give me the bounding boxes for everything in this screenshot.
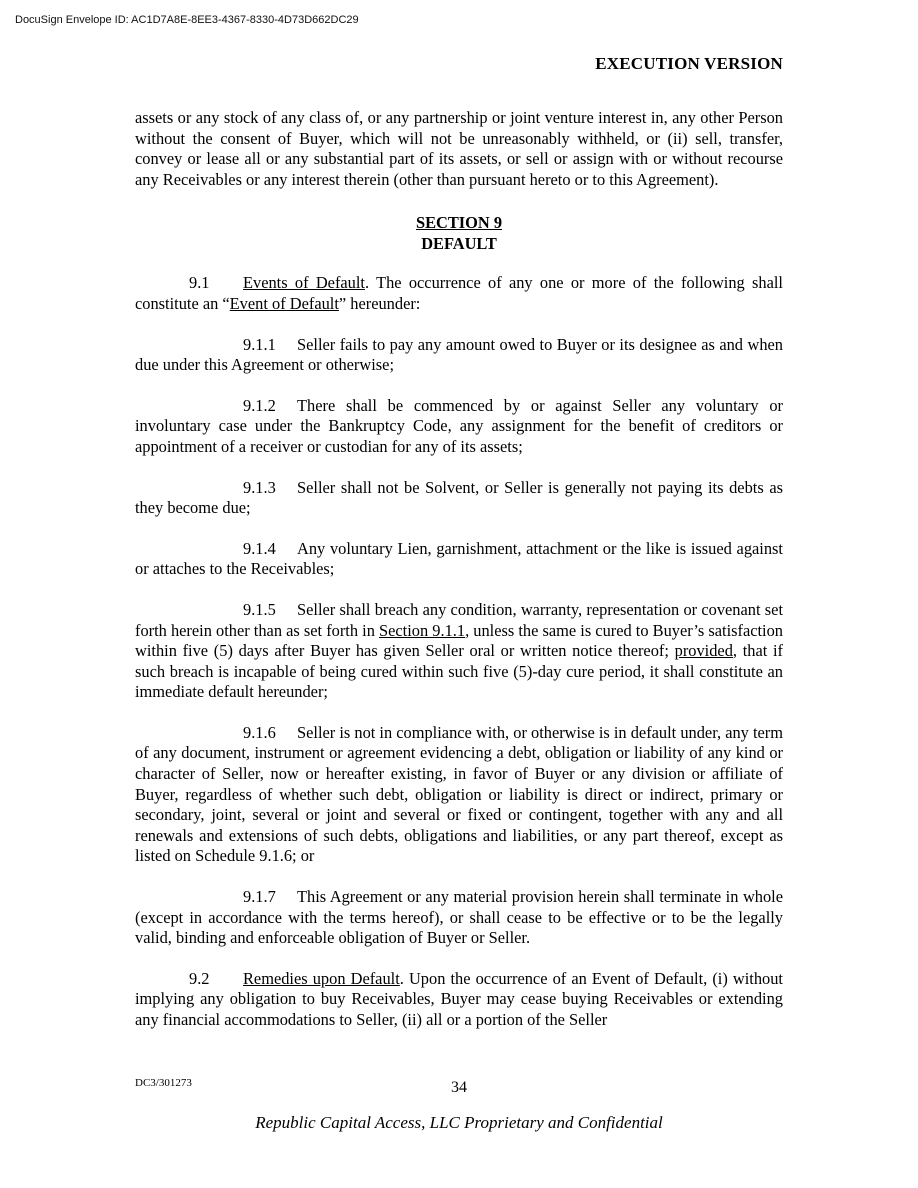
clause-text: ” hereunder: — [338, 293, 421, 313]
clause-number: 9.2 — [189, 968, 210, 988]
clause-9-2 — [135, 969, 783, 1031]
document-id: DC3/301273 — [135, 1077, 192, 1089]
clause-text: Seller is not in compliance with, or otherwise is in default under, any term of any document, instrument or agreement evidencing a debt, obligation or liability of any kind or character of Seller, now or hereafter existing, in favor of Buyer or any division or affiliate of Buyer, regardless of whether such debt, obligation or liability is direct or indirect, primary or secondary, joint, several or joint and several or fixed or contingent, together with any and all renewals and extensions of such debts, obligations and liabilities, or any part thereof, except as listed on Schedule 9.1.6; or — [135, 722, 783, 866]
clause-9-1-4 — [135, 539, 783, 580]
clause-number: 9.1 — [189, 273, 210, 293]
clause-9-1-5 — [135, 600, 783, 703]
clause-number: 9.1.1 — [243, 334, 276, 354]
section-heading — [135, 212, 783, 254]
clause-number: 9.1.6 — [243, 722, 276, 742]
clause-9-1-3 — [135, 478, 783, 519]
section-number: SECTION 9 — [415, 213, 503, 233]
docusign-envelope-id: DocuSign Envelope ID: AC1D7A8E-8EE3-4367-8330-4D73D662DC29 — [15, 14, 359, 26]
clause-9-1-7 — [135, 887, 783, 949]
clause-heading: Remedies upon Default — [243, 968, 400, 988]
confidentiality-footer: Republic Capital Access, LLC Proprietary and Confidential — [255, 1113, 663, 1132]
page-number: 34 — [451, 1079, 467, 1096]
clause-9-1-6 — [135, 723, 783, 867]
proviso-term: provided — [674, 641, 733, 661]
clause-text: Seller shall not be Solvent, or Seller is generally not paying its debts as they become due; — [135, 477, 783, 518]
clause-text: This Agreement or any material provision herein shall terminate in whole (except in accordance with the terms hereof), or shall cease to be effective or to be the legally valid, binding and enforceable obligation of Buyer or Seller. — [135, 887, 783, 948]
clause-number: 9.1.3 — [243, 477, 276, 497]
clause-number: 9.1.4 — [243, 538, 276, 558]
clause-text: , unless the same is cured to Buyer’s satisfaction within five (5) days after Buyer has given Seller oral or written notice thereof; — [135, 620, 784, 661]
clause-9-1-1 — [135, 335, 783, 376]
section-title: DEFAULT — [421, 234, 497, 254]
intro-paragraph: assets or any stock of any class of, or any partnership or joint venture interest in, any other Person without the consent of Buyer, which will not be unreasonably withheld, or (ii) sell, transfer, convey or lease all or any substantial part of its assets, or sell or assign with or without recourse any Receivables or any interest therein (other than pursuant hereto or to this Agreement). — [135, 108, 783, 189]
defined-term: Event of Default — [229, 293, 339, 313]
clause-text: . The occurrence of any one or more of the following shall constitute an “ — [135, 273, 783, 313]
clause-text: , that if such breach is incapable of being cured within such five (5)-day cure period, it shall constitute an immediate default hereunder; — [135, 641, 783, 702]
clause-text: There shall be commenced by or against Seller any voluntary or involuntary case under the Bankruptcy Code, any assignment for the benefit of creditors or appointment of a receiver or custodian for any of its assets; — [135, 395, 783, 456]
clause-text: Seller fails to pay any amount owed to Buyer or its designee as and when due under this Agreement or otherwise; — [135, 334, 783, 375]
execution-version-label: EXECUTION VERSION — [595, 54, 783, 73]
clause-text: Any voluntary Lien, garnishment, attachment or the like is issued against or attaches to the Receivables; — [135, 538, 783, 579]
section-reference: Section 9.1.1 — [379, 620, 466, 640]
document-body — [135, 108, 783, 1051]
clause-heading: Events of Default — [243, 273, 365, 293]
clause-number: 9.1.2 — [243, 395, 276, 415]
clause-number: 9.1.7 — [243, 887, 276, 907]
clause-number: 9.1.5 — [243, 599, 276, 619]
clause-9-1-2 — [135, 396, 783, 458]
clause-text: Seller shall breach any condition, warranty, representation or covenant set forth herein other than as set forth in — [135, 599, 783, 640]
clause-9-1 — [135, 273, 783, 314]
clause-text: . Upon the occurrence of an Event of Default, (i) without implying any obligation to buy Receivables, Buyer may cease buying Receivables or extending any financial accommodations to Seller, (ii) all or a portion of the Seller — [135, 968, 783, 1029]
